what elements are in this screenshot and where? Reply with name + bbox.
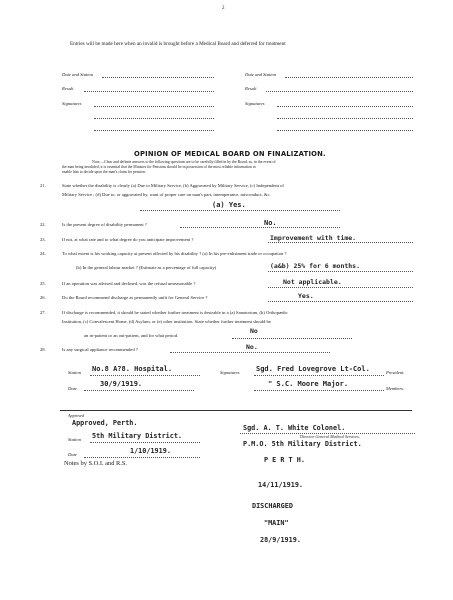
q22-number: 22. [40, 222, 46, 227]
q23-answer-line [268, 242, 413, 243]
board-members-label: Members. [386, 386, 405, 391]
board-member-value: " S.C. Moore Major. [268, 380, 349, 388]
result-label-right: Result [245, 86, 257, 91]
q25-number: 25. [40, 281, 46, 286]
board-date-value: 30/9/1919. [100, 380, 143, 388]
q26-text: Do the Board recommend discharge as permanently unfit for General Service ? [62, 295, 208, 300]
q26-number: 26. [40, 295, 46, 300]
q24-answer-line [268, 271, 413, 272]
signatures-line-right-2 [277, 118, 413, 119]
note-line-2: the man being invalided, it is essential that the Minister for Pensions should be in possession of the most reliable information to [62, 165, 256, 169]
approval-date-label: Date [68, 452, 77, 457]
pmo-value: P.M.O. 5th Military District. [243, 440, 362, 448]
notes-date-2: 28/9/1919. [260, 536, 301, 544]
approved-value: Approved, Perth. [72, 419, 138, 427]
q21-number: 21. [40, 183, 46, 188]
board-date-line [84, 390, 194, 391]
q23-answer: Improvement with time. [270, 234, 357, 242]
board-title: OPINION OF MEDICAL BOARD ON FINALIZATION. [134, 150, 326, 158]
date-station-line-right [285, 77, 413, 78]
q21-answer: (a) Yes. [212, 201, 246, 209]
q28-text: Is any surgical appliance recommended ? [62, 347, 138, 352]
q28-answer-line [170, 352, 330, 353]
q22-answer-line [180, 227, 340, 228]
q27-text-1: If discharge is recommended, it should be stated whether further treatment is desirable in a (a) Sanatorium, (b) Orthopædic [62, 310, 288, 315]
q25-answer-line [268, 287, 413, 288]
date-station-label-right: Date and Station [245, 72, 277, 77]
signatures-line-right-1 [277, 106, 413, 107]
q22-answer: No. [264, 219, 277, 227]
q27-answer: No [250, 327, 258, 335]
note-line-1: Note.—Clear and definite answers to the following questions are to be carefully filled in by the Board, as, in the event of [92, 160, 276, 164]
approved-label: Approved [68, 413, 85, 418]
q21-text-2: Military Service ; (d) Due to, or aggravated by, want of proper care on man's part, intemperance, misconduct, &c. [62, 192, 271, 197]
date-station-label-left: Date and Station [62, 72, 94, 77]
page-number: 2 [222, 6, 225, 11]
q28-number: 28. [40, 347, 46, 352]
q27-text-3: an in-patient or an out-patient, and for what period. [84, 333, 179, 338]
q23-text: If not, at what rate and to what degree do you anticipate improvement ? [62, 237, 194, 242]
q23-number: 23. [40, 237, 46, 242]
approval-date-line [84, 457, 200, 458]
notes-heading: Notes by S.O.I. and R.S. [64, 460, 128, 467]
approval-date-value: 1/10/1919. [130, 447, 171, 455]
approval-station-line [90, 442, 200, 443]
notes-discharged: DISCHARGED [252, 502, 293, 510]
q26-answer: Yes. [298, 292, 314, 300]
approval-signed-value: Sgd. A. T. White Colonel. [243, 424, 346, 432]
board-president-line [254, 375, 384, 376]
signatures-line-left-1 [94, 106, 214, 107]
board-station-line [90, 375, 200, 376]
director-label: Director General Medical Services. [300, 434, 360, 439]
date-station-line-left [102, 77, 214, 78]
q24-text-1: To what extent is his working capacity at present affected by his disability ? (a) In his pre-enlistment trade or occupation ? [62, 251, 287, 256]
q25-text: If an operation was advised and declined, was the refusal unreasonable ? [62, 281, 196, 286]
q26-answer-line [268, 301, 413, 302]
q24-text-2: (b) In the general labour market ? (Estimate as a percentage of full capacity) [76, 265, 217, 270]
q28-answer: No. [246, 343, 258, 351]
board-president-label: President. [386, 370, 405, 375]
board-signatures-label: Signatures [220, 370, 240, 375]
board-station-value: No.8 A?8. Hospital. [92, 365, 173, 373]
signatures-line-left-3 [94, 130, 214, 131]
q24-number: 24. [40, 251, 46, 256]
section-divider [60, 410, 412, 411]
q27-number: 27. [40, 310, 46, 315]
board-president-value: Sgd. Fred Lovegrove Lt-Col. [256, 365, 370, 373]
signatures-line-left-2 [94, 118, 214, 119]
signatures-label-left: Signatures [62, 101, 82, 106]
q27-text-2: Institution, (c) Convalescent Home, (d) Asylum, or (e) other institution. State whether further treatment should be [62, 319, 271, 324]
board-member-line [254, 390, 384, 391]
q24-answer: (a&b) 25% for 6 months. [270, 262, 361, 270]
notes-main: "MAIN" [264, 519, 289, 527]
notes-date-1: 14/11/1919. [258, 481, 304, 489]
result-label-left: Result [62, 86, 74, 91]
result-line-left [84, 91, 214, 92]
approval-station-label: Station [68, 437, 82, 442]
q27-answer-line [232, 338, 352, 339]
notes-perth: P E R T H. [264, 456, 305, 464]
result-line-right [266, 91, 413, 92]
q22-text: Is the present degree of disability permanent ? [62, 222, 147, 227]
header-note: Entries will be made here when an invalid is brought before a Medical Board and deferred for treatment [70, 41, 286, 47]
signatures-line-right-3 [277, 130, 413, 131]
board-station-label: Station [68, 370, 82, 375]
board-date-label: Date [68, 386, 77, 391]
q21-text-1: State whether the disability is clearly (a) Due to Military Service, (b) Aggravated by Military Service, (c) Independent of [62, 183, 284, 188]
approval-station-value: 5th Military District. [92, 432, 183, 440]
signatures-label-right: Signatures [245, 101, 265, 106]
q25-answer: Not applicable. [283, 278, 342, 286]
note-line-3: enable him to decide upon the man's claim for pension. [62, 170, 146, 174]
q21-answer-line [140, 210, 340, 211]
